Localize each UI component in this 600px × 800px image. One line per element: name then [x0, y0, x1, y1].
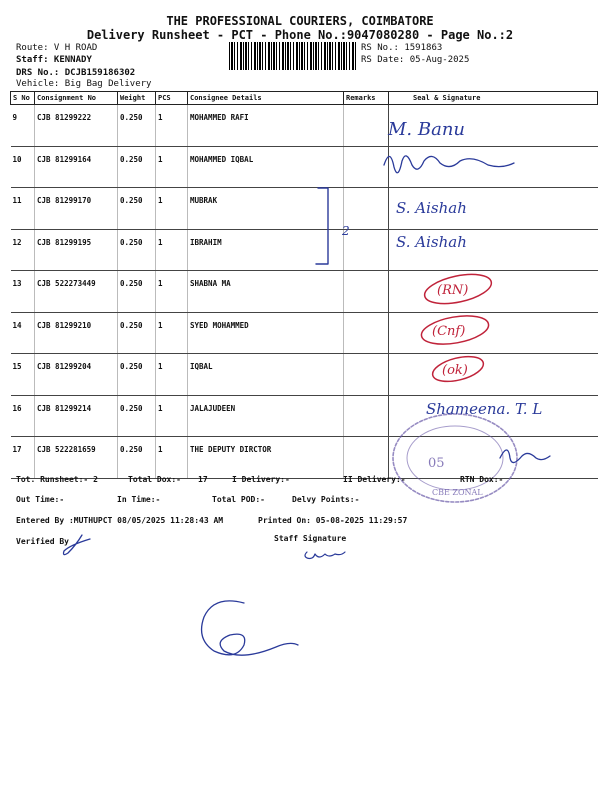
entered-by: Entered By :MUTHUPCT 08/05/2025 11:28:43 AM [16, 516, 224, 525]
cell-pcs: 1 [156, 146, 188, 188]
cell-consignee: JALAJUDEEN [188, 395, 344, 437]
rs-number: RS No.: 1591863 [361, 43, 443, 53]
cell-sno: 16 [11, 395, 35, 437]
cell-consignment: CJB 81299195 [35, 229, 118, 271]
cell-sno: 14 [11, 312, 35, 354]
route-label: Route: V H ROAD [16, 43, 98, 53]
signature-row9: M. Banu [388, 119, 466, 140]
cell-pcs: 1 [156, 395, 188, 437]
cell-consignee: SHABNA MA [188, 271, 344, 313]
rtn-dox-label: RTN Dox:- [460, 475, 504, 484]
remarks-bracket [316, 188, 328, 264]
cell-consignee: THE DEPUTY DIRCTOR [188, 437, 344, 479]
runsheet-subtitle: Delivery Runsheet - PCT - Phone No.:9047080280 - Page No.:2 [86, 28, 514, 42]
col-consignee: Consignee Details [188, 92, 344, 105]
cell-pcs: 1 [156, 229, 188, 271]
cell-consignment: CJB 522273449 [35, 271, 118, 313]
col-seal-signature: Seal & Signature [389, 92, 598, 105]
cell-weight: 0.250 [118, 146, 156, 188]
cell-consignee: MUBRAK [188, 188, 344, 230]
red-mark-row13: (RN) [437, 283, 469, 298]
i-delivery-label: I Delivery:- [232, 475, 290, 484]
cell-pcs: 1 [156, 354, 188, 396]
cell-pcs: 1 [156, 312, 188, 354]
rs-date: RS Date: 05-Aug-2025 [361, 55, 470, 65]
total-dox-label: Total Dox:- [128, 475, 181, 484]
cell-weight: 0.250 [118, 395, 156, 437]
cell-consignment: CJB 81299170 [35, 188, 118, 230]
staff-label: Staff: KENNADY [16, 55, 92, 65]
col-remarks: Remarks [344, 92, 389, 105]
out-time-label: Out Time:- [16, 495, 65, 504]
company-title: THE PROFESSIONAL COURIERS, COIMBATORE [166, 14, 434, 28]
cell-consignment: CJB 81299204 [35, 354, 118, 396]
cell-consignment: CJB 81299214 [35, 395, 118, 437]
cell-weight: 0.250 [118, 312, 156, 354]
ii-delivery-label: II Delivery:- [343, 475, 406, 484]
col-weight: Weight [118, 92, 156, 105]
signature-row12: S. Aishah [396, 233, 467, 251]
cell-weight: 0.250 [118, 437, 156, 479]
cell-sno: 10 [11, 146, 35, 188]
cell-consignment: CJB 81299210 [35, 312, 118, 354]
cell-consignment: CJB 81299222 [35, 105, 118, 147]
cell-sno: 17 [11, 437, 35, 479]
staff-signature-mark [305, 552, 345, 559]
signature-row11: S. Aishah [396, 199, 467, 217]
red-mark-row15: (ok) [442, 363, 468, 378]
col-sno: S No [11, 92, 35, 105]
cell-consignment: CJB 81299164 [35, 146, 118, 188]
cell-sno: 15 [11, 354, 35, 396]
col-consignment: Consignment No [35, 92, 118, 105]
total-runsheet: Tot. Runsheet:- 2 [16, 475, 98, 484]
cell-sno: 9 [11, 105, 35, 147]
stamp-date: 05 [428, 456, 445, 471]
drs-label: DRS No.: DCJB159186302 [16, 68, 136, 78]
cell-weight: 0.250 [118, 354, 156, 396]
cell-weight: 0.250 [118, 188, 156, 230]
printed-on: Printed On: 05-08-2025 11:29:57 [258, 516, 408, 525]
cell-pcs: 1 [156, 188, 188, 230]
delvy-points-label: Delvy Points:- [292, 495, 360, 504]
stamp-text: CBE ZONAL [432, 488, 483, 497]
cell-sno: 13 [11, 271, 35, 313]
in-time-label: In Time:- [117, 495, 161, 504]
cell-pcs: 1 [156, 105, 188, 147]
signature-row10 [384, 156, 514, 173]
cell-consignee: SYED MOHAMMED [188, 312, 344, 354]
large-signature [202, 601, 298, 655]
cell-consignee: MOHAMMED RAFI [188, 105, 344, 147]
cell-weight: 0.250 [118, 271, 156, 313]
remark-bracket-number: 2 [342, 224, 350, 238]
total-pod-label: Total POD:- [212, 495, 265, 504]
cell-sno: 11 [11, 188, 35, 230]
signature-row16: Shameena. T. L [426, 400, 543, 418]
cell-pcs: 1 [156, 271, 188, 313]
staff-signature-label: Staff Signature [274, 534, 347, 543]
verified-by-label: Verified By [16, 537, 69, 546]
cell-sno: 12 [11, 229, 35, 271]
total-dox-value: 17 [198, 475, 208, 484]
cell-consignee: IQBAL [188, 354, 344, 396]
red-mark-row14: (Cnf) [432, 324, 466, 339]
cell-weight: 0.250 [118, 105, 156, 147]
cell-consignee: IBRAHIM [188, 229, 344, 271]
cell-consignee: MOHAMMED IQBAL [188, 146, 344, 188]
cell-weight: 0.250 [118, 229, 156, 271]
cell-consignment: CJB 522281659 [35, 437, 118, 479]
col-pcs: PCS [156, 92, 188, 105]
vehicle-label: Vehicle: Big Bag Delivery [16, 79, 152, 89]
signature-row17 [500, 450, 550, 463]
cell-pcs: 1 [156, 437, 188, 479]
